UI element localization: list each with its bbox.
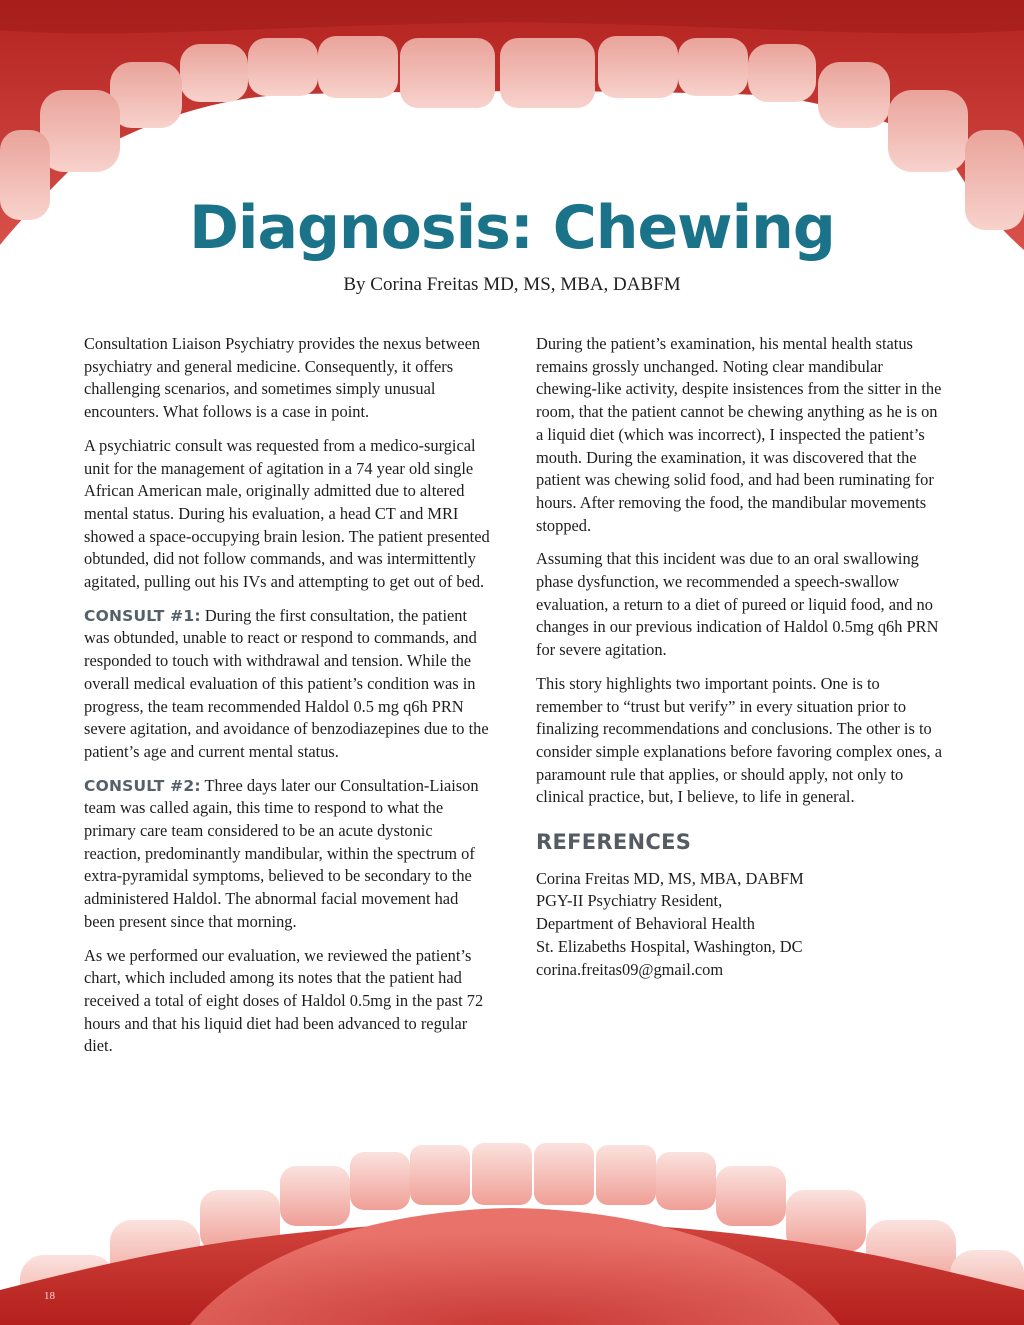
left-column — [84, 333, 492, 1069]
right-column — [536, 333, 944, 981]
references-list — [536, 868, 944, 982]
reference-institution: St. Elizabeths Hospital, Washington, DC — [536, 936, 803, 956]
case-paragraph: A psychiatric consult was requested from a medico-surgical unit for the management of agitation in a 74 year old single African American male, originally admitted due to altered mental status. During his evaluation, a head CT and MRI showed a space-occupying brain lesion. The patient presented obtunded, did not follow commands, and was intermittently agitated, pulling out his IVs and attempting to get out of bed. — [84, 435, 490, 592]
consult-1-label: CONSULT #1: — [84, 606, 201, 625]
consult-1-text: During the first consultation, the patient was obtunded, unable to react or respond to commands, and responded to touch with withdrawal and tension. While the overall medical evaluation of this patient’s condition was in progress, the team recommended Haldol 0.5 mg q6h PRN severe agitation, and avoidance of benzodiazepines due to the patient’s age and current mental status. — [84, 605, 489, 761]
consult-2-paragraph — [84, 775, 492, 934]
page-number: 18 — [44, 1290, 55, 1302]
article-title: Diagnosis: Chewing — [189, 193, 835, 264]
reference-department: Department of Behavioral Health — [536, 914, 755, 934]
conclusion-paragraph: This story highlights two important points. One is to remember to “trust but verify” in every situation prior to finalizing recommendations and conclusions. The other is to consider simple explanations before favoring complex ones, a paramount rule that applies, or should apply, not only to clinical practice, but, I believe, to life in general. — [536, 673, 942, 807]
examination-paragraph: During the patient’s examination, his mental health status remains grossly unchanged. Noting clear mandibular chewing-like activity, despite insistences from the sitter in the room, that the patient cannot be chewing anything as he is on a liquid diet (which was incorrect), I inspected the patient’s mouth. During the examination, it was discovered that the patient was chewing solid food, and had been ruminating for hours. After removing the food, the mandibular movements stopped. — [536, 334, 942, 535]
reference-author: Corina Freitas MD, MS, MBA, DABFM — [536, 868, 804, 888]
intro-paragraph: Consultation Liaison Psychiatry provides the nexus between psychiatry and general medicine. Consequently, it offers challenging scenarios, and sometimes simply unusual encounters. What follows is a case in point. — [84, 334, 481, 422]
consult-2-label: CONSULT #2: — [84, 776, 201, 795]
reference-email: corina.freitas09@gmail.com — [536, 959, 724, 979]
consult-2-text: Three days later our Consultation-Liaison team was called again, this time to respond to what the primary care team considered to be an acute dystonic reaction, predominantly mandibular, within the spectrum of extra-pyramidal symptoms, believed to be secondary to the administered Haldol. The abnormal facial movement had been present since that morning. — [84, 775, 479, 931]
consult-1-paragraph — [84, 605, 492, 764]
recommendation-paragraph: Assuming that this incident was due to an oral swallowing phase dysfunction, we recommended a speech-swallow evaluation, a return to a diet of pureed or liquid food, and no changes in our previous indication of Haldol 0.5mg q6h PRN for severe agitation. — [536, 549, 939, 660]
chart-review-paragraph: As we performed our evaluation, we reviewed the patient’s chart, which included among its notes that the patient had received a total of eight doses of Haldol 0.5mg in the past 72 hours and that his liquid diet had been advanced to regular diet. — [84, 945, 484, 1056]
article-byline: By Corina Freitas MD, MS, MBA, DABFM — [343, 274, 681, 295]
lower-teeth-illustration — [0, 1140, 1024, 1325]
reference-position: PGY-II Psychiatry Resident, — [536, 891, 723, 911]
references-heading: REFERENCES — [536, 830, 692, 855]
